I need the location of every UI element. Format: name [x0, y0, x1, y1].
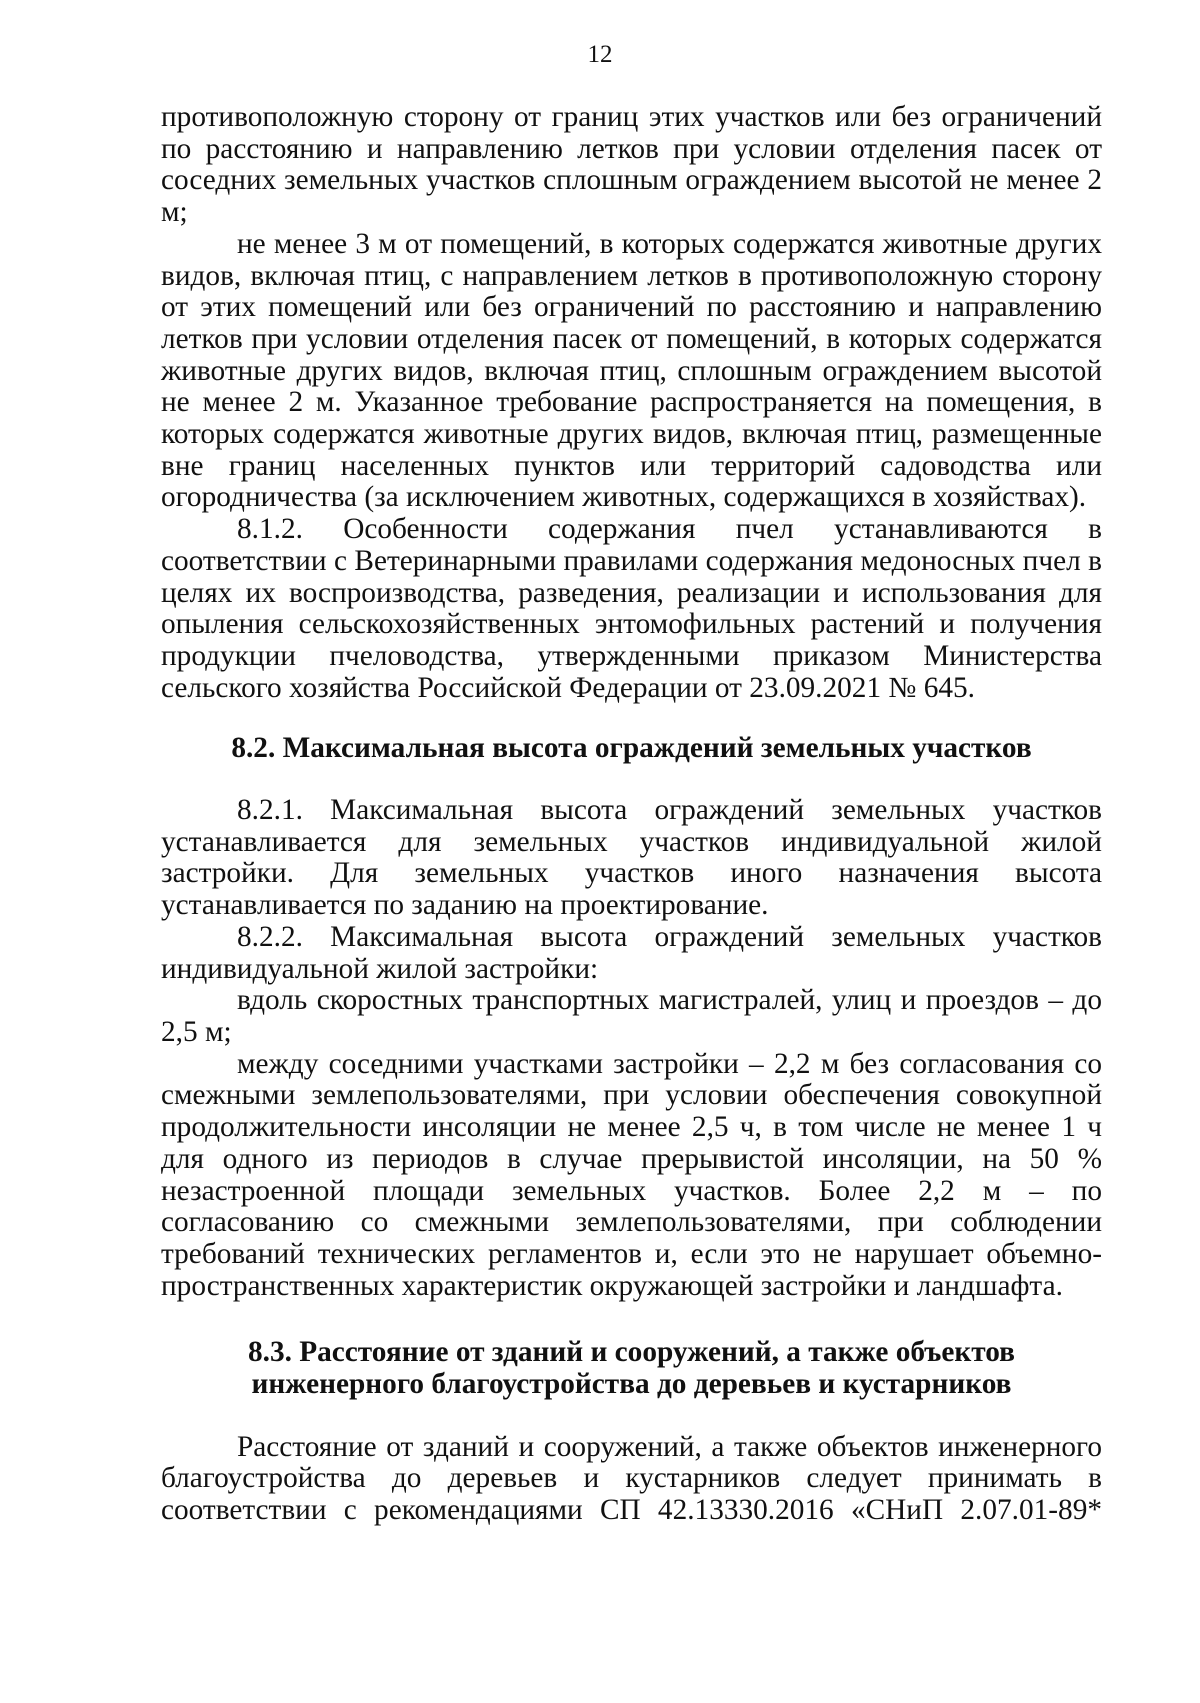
- section-heading-8-3-line1: 8.3. Расстояние от зданий и сооружений, а также объектов: [247, 1336, 1016, 1369]
- page-body: [161, 102, 1102, 1527]
- paragraph-along-roads: вдоль скоростных транспортных магистралей, улиц и проездов – до 2,5 м;: [161, 984, 1102, 1048]
- section-heading-8-3: [161, 1337, 1102, 1400]
- page-number: 12: [587, 41, 613, 68]
- paragraph-8-2-2: 8.2.2. Максимальная высота ограждений земельных участков индивидуальной жилой застройки:: [161, 920, 1102, 985]
- paragraph-between-plots: между соседними участками застройки – 2,2 м без согласования со смежными землепользователями, при условии обеспечения совокупной продолжительности инсоляции не менее 2,5 ч, в том числе не менее 1 ч для одного из периодов в случае прерывистой инсоляции, на 50 % незастроенной площади земельных участков. Более 2,2 м – по согласованию со смежными землепользователями, при соблюдении требований технических регламентов и, если это не нарушает объемно-пространственных характеристик окружающей застройки и ландшафта.: [161, 1047, 1102, 1302]
- paragraph-continuation: противоположную сторону от границ этих участков или без ограничений по расстоянию и направлению летков при условии отделения пасек от соседних земельных участков сплошным ограждением высотой не менее 2 м;: [161, 101, 1102, 229]
- section-heading-8-3-line2: инженерного благоустройства до деревьев и кустарников: [251, 1368, 1012, 1401]
- paragraph-premises-distance: не менее 3 м от помещений, в которых содержатся животные других видов, включая птиц, с направлением летков в противоположную сторону от этих помещений или без ограничений по расстоянию и направлению летков при условии отделения пасек от помещений, в которых содержатся животные других видов, включая птиц, сплошным ограждением высотой не менее 2 м. Указанное требование распространяется на помещения, в которых содержатся животные других видов, включая птиц, размещенные вне границ населенных пунктов или территорий садоводства или огородничества (за исключением животных, содержащихся в хозяйствах).: [161, 227, 1102, 514]
- paragraph-8-2-1: 8.2.1. Максимальная высота ограждений земельных участков устанавливается для земельных участков индивидуальной жилой застройки. Для земельных участков иного назначения высота устанавливается по заданию на проектирование.: [161, 794, 1102, 922]
- paragraph-8-1-2: 8.1.2. Особенности содержания пчел устанавливаются в соответствии с Ветеринарными правилами содержания медоносных пчел в целях их воспроизводства, разведения, реализации и использования для опыления сельскохозяйственных энтомофильных растений и получения продукции пчеловодства, утвержденными приказом Министерства сельского хозяйства Российской Федерации от 23.09.2021 № 645.: [161, 513, 1102, 704]
- section-heading-8-2: 8.2. Максимальная высота ограждений земельных участков: [231, 732, 1032, 765]
- paragraph-8-3: Расстояние от зданий и сооружений, а также объектов инженерного благоустройства до деревьев и кустарников следует принимать в соответствии с рекомендациями СП 42.13330.2016 «СНиП 2.07.01-89*: [161, 1430, 1102, 1527]
